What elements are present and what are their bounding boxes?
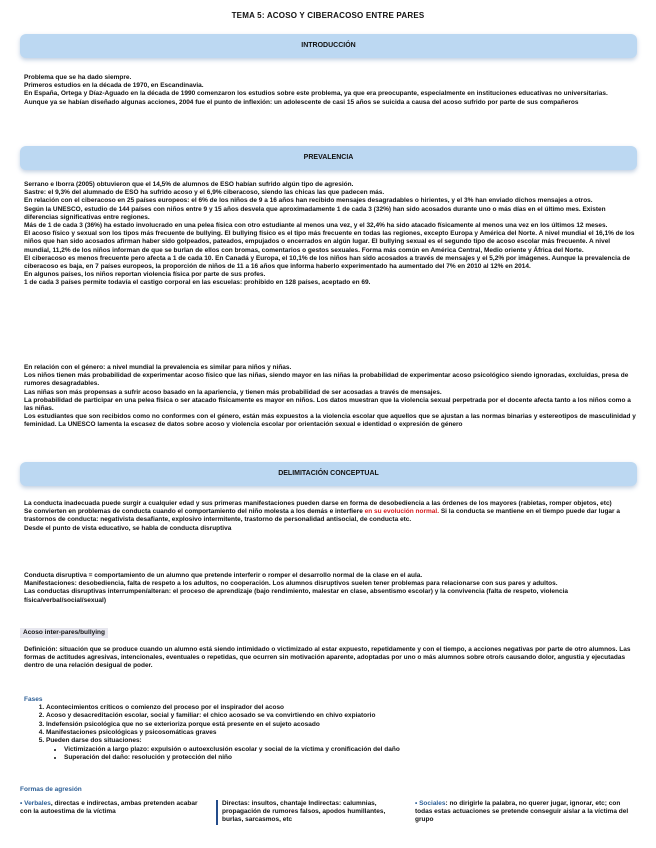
genero-line: Las niñas son más propensas a sufrir acoso basado en la apariencia, y tienen más probabilidad de ser acosadas a través de mensajes.	[24, 388, 442, 396]
column-verbales	[20, 800, 202, 816]
prevalencia-line: El acoso físico y sexual son los tipos más frecuente de bullying. El bullying físico es el tipo más frecuente en todas las regiones, excepto Europa y América del Norte. A nivel mundial el 16,1% de los niños que han sido acosados afirman haber sido golpeados, pateados, empujados o encerrados en algún lugar. El bullying sexual es el segundo tipo de acoso escolar más frecuente. A nivel mundial, 11,2% de los niños informan de que se burlan de ellos con bromas, comentarios o gestos sexuales. Forma más común en América Central, Medio oriente y África del Norte.	[24, 230, 635, 254]
intro-block	[24, 74, 636, 107]
fase-item: 1. Acontecimientos críticos o comienzo del proceso por el inspirador del acoso	[46, 704, 636, 712]
formas-title-row	[20, 786, 632, 794]
verbales-text: , directas e indirectas, ambas pretenden acabar con la autoestima de la víctima	[20, 800, 198, 816]
sociales-label: Sociales	[419, 800, 446, 807]
situaciones-list	[24, 746, 636, 762]
document-title: TEMA 5: ACOSO Y CIBERACOSO ENTRE PARES	[231, 11, 425, 20]
prevalencia-line: Serrano e Iborra (2005) obtuvieron que el 14,5% de alumnos de ESO habían sufrido algún tipo de agresión.	[24, 181, 354, 188]
section-banner-prevalencia: PREVALENCIA	[20, 146, 637, 170]
fase-item: 2. Acoso y desacreditación escolar, social y familiar: el chico acosado se va convirtiendo en chivo expiatorio	[46, 712, 636, 720]
column-directas-indirectas: Directas: insultos, chantaje Indirectas: calumnias, propagación de rumores falsos, apodos humillantes, burlas, sarcasmos, etc	[216, 800, 407, 825]
intro-line: Aunque ya se habían diseñado algunas acciones, 2004 fue el punto de inflexión: un adolescente de casi 15 años se suicida a causa del acoso sufrido por parte de sus compañeros	[24, 98, 579, 106]
prevalencia-block	[24, 181, 636, 288]
delimitacion-block	[24, 500, 636, 533]
fases-title: Fases	[24, 696, 43, 703]
prevalencia-line: El ciberacoso es menos frecuente pero afecta a 1 de cada 10. En Canadá y Europa, el 10,1% de los niños han sido acosados a través de mensajes y el 5,2% por imágenes. Aunque la prevalencia de ciberacoso es baja, en 7 países europeos, la proporción de niños de 11 a 16 años que informa haberlo experimentado ha aumentado del 7% en 2010 al 12% en 2014.	[24, 254, 630, 271]
highlight-text: en su evolución normal.	[364, 508, 440, 516]
intro-line: Primeros estudios en la década de 1970, en Escandinavia.	[24, 82, 204, 90]
fase-item: 3. Indefensión psicológica que no se exterioriza porque está presente en el sujeto acosado	[46, 721, 636, 729]
intro-line: Problema que se ha dado siempre.	[24, 74, 132, 81]
delimitacion-text: Se convierten en problemas de conducta cuando el comportamiento del niño molesta a los demás e interfiere	[24, 508, 365, 516]
delimitacion-line: La conducta inadecuada puede surgir a cualquier edad y sus primeras manifestaciones pueden darse en forma de desobediencia a las órdenes de los mayores (rabietas, romper objetos, etc)	[24, 500, 612, 507]
disruptiva-line: Manifestaciones: desobediencia, falta de respeto a los adultos, no cooperación. Los alumnos disruptivos suelen tener problemas para relacionarse con sus pares y adultos.	[24, 580, 558, 588]
formas-columns	[20, 800, 640, 846]
disruptiva-line: Las conductas disruptivas interrumpen/alteran: el proceso de aprendizaje (bajo rendimiento, malestar en clase, absentismo escolar) y la convivencia (falta de respeto, violencia física/verbal/social/sexual)	[24, 588, 569, 604]
delimitacion-line	[24, 508, 636, 524]
intro-line: En España, Ortega y Díaz-Aguado en la década de 1990 comenzaron los estudios sobre este problema, ya que era preocupante, especialmente en instituciones educativas no universitarias.	[24, 90, 608, 98]
bullying-tag-row	[20, 628, 632, 638]
bullying-tag: Acoso inter-pares/bullying	[20, 628, 108, 638]
column-sociales	[415, 800, 637, 825]
fases-block	[24, 696, 636, 763]
sociales-text: : no dirigirle la palabra, no querer jugar, ignorar, etc; con todas estas actuaciones se pretende conseguir aislar a la víctima del grupo	[415, 800, 629, 824]
situacion-item: • Victimización a largo plazo: expulsión o autoexclusión escolar y social de la víctima y cronificación del daño	[64, 746, 636, 754]
delimitacion-text: Si la conducta se mantiene en el tiempo puede dar lugar a trastornos de conducta: negativista desafiante, explosivo intermitente, trastorno de personalidad antisocial, de conducta etc.	[24, 508, 620, 524]
fases-list	[24, 704, 636, 745]
bullet-icon: •	[20, 800, 23, 807]
verbales-label: Verbales	[24, 800, 51, 807]
fase-item: 4. Manifestaciones psicológicas y psicosomáticas graves	[46, 729, 636, 737]
prevalencia-line: Según la UNESCO, estudio de 144 países con niños entre 9 y 15 años desvela que aproximadamente 1 de cada 3 (32%) han sido acosados durante uno o más días en el último mes. Existen diferencias significativas entre regiones.	[24, 205, 606, 221]
section-banner-delimitacion: DELIMITACIÓN CONCEPTUAL	[20, 462, 637, 486]
genero-line: Los estudiantes que son recibidos como no conformes con el género, están más expuestos a la violencia escolar que aquellos que se ajustan a las normas binarias y estereotipos de masculinidad y feminidad. La UNESCO lamenta la escasez de datos sobre acoso y violencia escolar por orientación sexual e identidad o expresión de género	[24, 413, 636, 429]
disruptiva-line: Conducta disruptiva = comportamiento de un alumno que pretende interferir o romper el desarrollo normal de la clase en el aula.	[24, 572, 423, 579]
definicion-block	[24, 646, 636, 671]
genero-line: En relación con el género: a nivel mundial la prevalencia es similar para niños y niñas.	[24, 364, 292, 371]
genero-line: Los niños tienen más probabilidad de experimentar acoso físico que las niñas, siendo mayor en las niñas la probabilidad de experimentar acoso psicológico siendo ignoradas, excluidas, presa de rumores desagradables.	[24, 372, 629, 388]
situacion-item: • Superación del daño: resolución y protección del niño	[64, 754, 636, 762]
prevalencia-line: En relación con el ciberacoso en 25 países europeos: el 6% de los niños de 9 a 16 años han recibido mensajes desagradables o hirientes, y el 3% han enviado dichos mensajes a otros.	[24, 197, 593, 205]
disruptiva-block	[24, 572, 636, 605]
prevalencia-line: 1 de cada 3 países permite todavía el castigo corporal en las escuelas: prohibido en 128 países, aceptado en 69.	[24, 279, 371, 287]
delimitacion-line: Desde el punto de vista educativo, se habla de conducta disruptiva	[24, 524, 232, 532]
genero-block	[24, 364, 636, 430]
section-banner-introduccion: INTRODUCCIÓN	[20, 34, 637, 58]
fase-item: 5. Pueden darse dos situaciones:	[46, 737, 636, 745]
prevalencia-line: Sastre: el 9,3% del alumnado de ESO ha sufrido acoso y el 6,9% ciberacoso, siendo las chicas las que padecen más.	[24, 189, 385, 197]
definicion-text: Definición: situación que se produce cuando un alumno está siendo intimidado o victimizado al estar expuesto, repetidamente y con el tiempo, a acciones negativas por parte de otro alumnos. Las formas de actitudes agresivas, intencionales, eventuales o repetidas, que ocurren sin motivación aparente, adoptadas por uno o más alumnos sobre otro/s causando dolor, angustia y ejecutadas dentro de una relación desigual de poder.	[24, 646, 631, 670]
genero-line: La probabilidad de participar en una pelea física o ser atacado físicamente es mayor en niños. Los datos muestran que la violencia sexual perpetrada por el docente afecta tanto a los niños como a las niñas.	[24, 396, 631, 413]
bullet-icon: •	[415, 800, 418, 807]
prevalencia-line: Más de 1 de cada 3 (36%) ha estado involucrado en una pelea física con otro estudiante al menos una vez, y el 32,4% ha sido atacado físicamente al menos una vez en los últimos 12 meses.	[24, 222, 608, 230]
prevalencia-line: En algunos países, los niños reportan violencia física por parte de sus profes.	[24, 271, 266, 279]
formas-title: Formas de agresión	[20, 786, 82, 793]
